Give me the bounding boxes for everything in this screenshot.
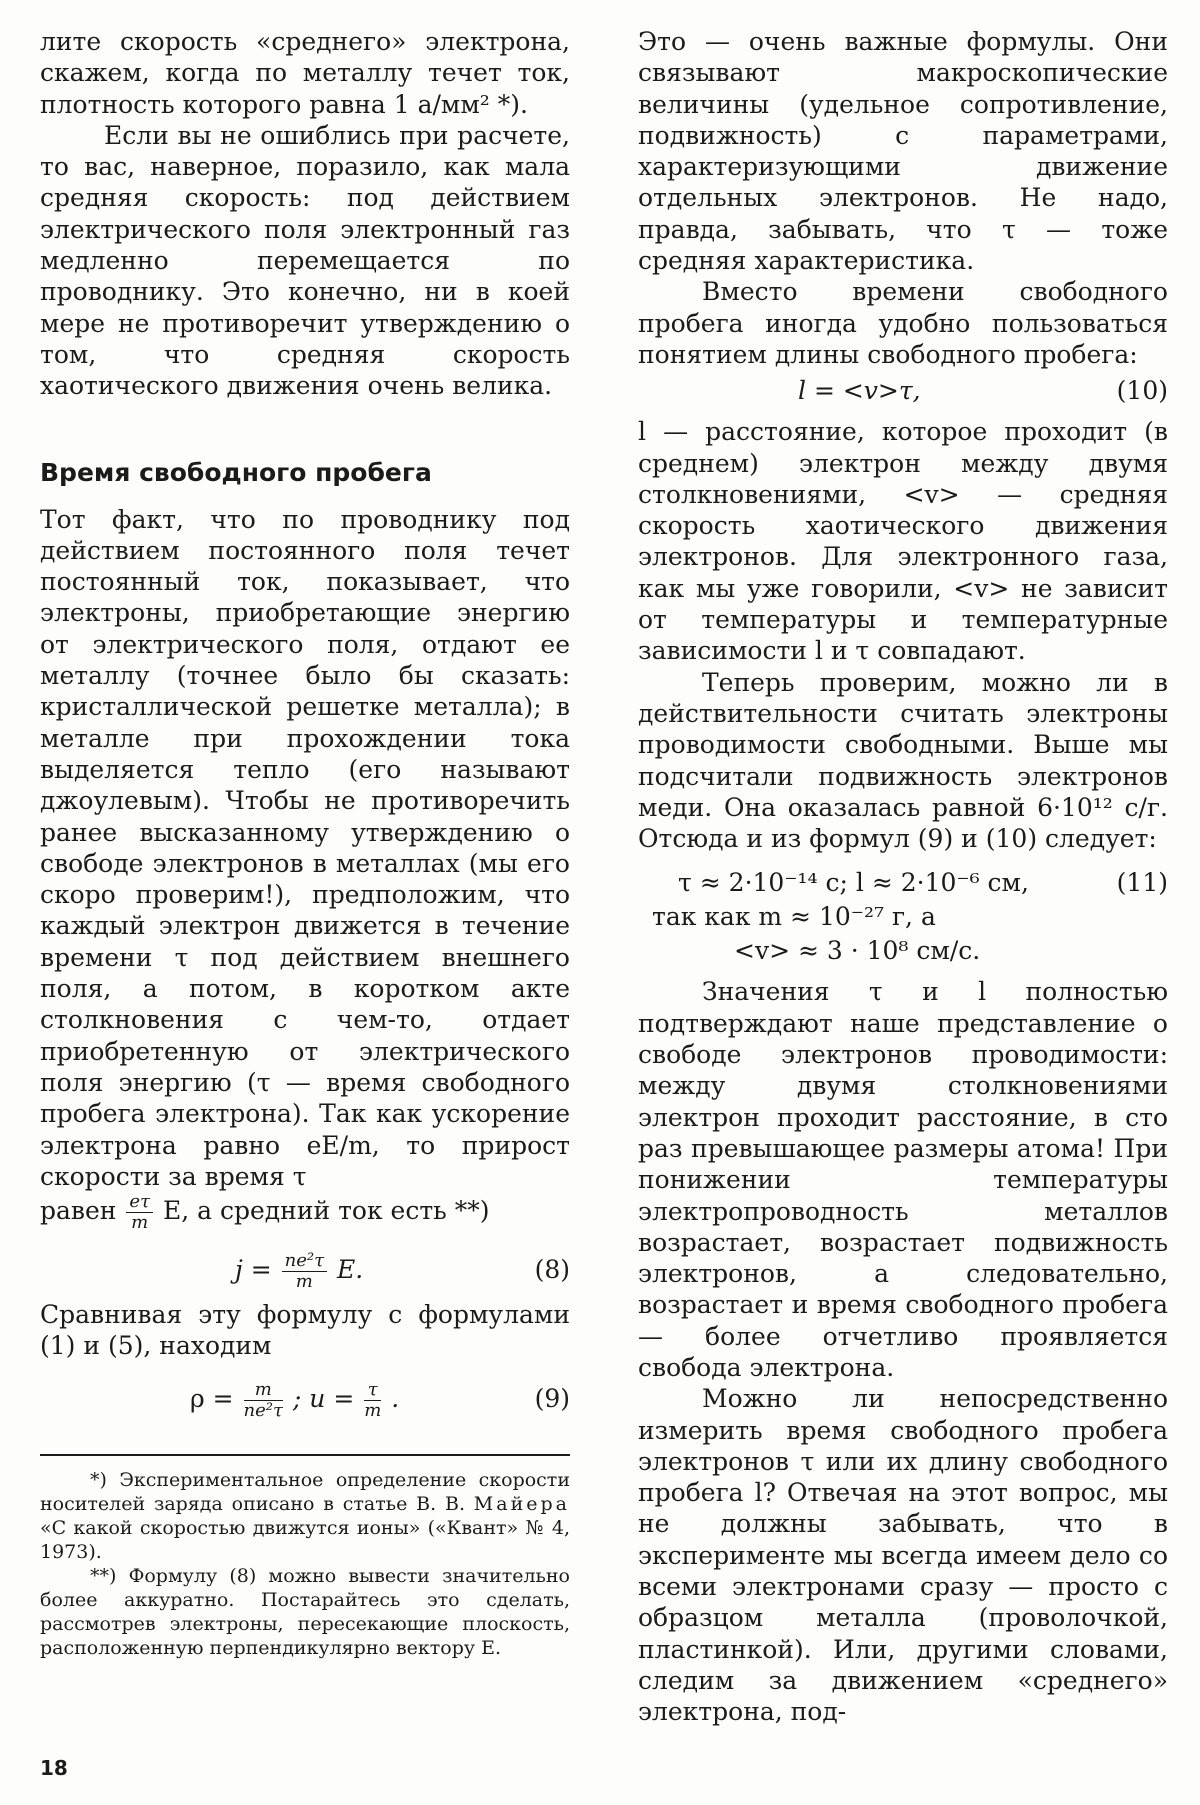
footnote: *) Экспериментальное определение скорости носителей заряда описано в статье В. В. Майера «С какой скоростью движутся ионы» («Квант» № 4, 1973). xyxy=(40,1468,570,1563)
paragraph: Это — очень важные формулы. Они связывают макроскопические величины (удельное сопротивление, подвижность) с параметрами, характеризующими движение отдельных электронов. Не надо, правда, забывать, что τ — тоже средняя характеристика. xyxy=(638,27,1168,276)
section-heading: Время свободного пробега xyxy=(40,457,432,487)
left-column xyxy=(40,26,570,1660)
paragraph: Сравнивая эту формулу с формулами (1) и (5), находим xyxy=(40,1300,570,1361)
paragraph-line-with-fraction: равен $\frac{e\tau}{m}$ E, а средний ток есть **) xyxy=(40,1191,490,1234)
equation-label: (9) xyxy=(534,1383,570,1413)
equation-label: (8) xyxy=(534,1255,570,1285)
paragraph: Значения τ и l полностью подтверждают наше представление о свободе электронов проводимости: между двумя столкновениями электрон проходит расстояние, в сто раз превышающее размеры атома! При понижении температуры электропроводность металлов возрастает, возрастает подвижность электронов, а следовательно, возрастает и время свободного пробега — более отчетливо проявляется свобода электрона. xyxy=(638,977,1168,1382)
equation-11: τ ≈ 2·10⁻¹⁴ с; l ≈ 2·10⁻⁶ см, (11) так как m ≈ 10⁻²⁷ г, а <v> ≈ 3 · 10⁸ см/с. xyxy=(652,868,1168,966)
equation-10: l = <v>τ, (10) xyxy=(798,376,1168,406)
page-number: 18 xyxy=(40,1756,68,1780)
fraction: $\frac{\text{ne²τ}}{m}$ xyxy=(282,1251,327,1292)
footnote: **) Формулу (8) можно вывести значительно более аккуратно. Постарайтесь это сделать, рассмотрев электроны, пересекающие плоскость, расположенную перпендикулярно вектору E. xyxy=(40,1564,570,1659)
fraction: $\frac{m}{\text{ne²τ}}$ xyxy=(243,1378,283,1421)
equation-label: (11) xyxy=(1116,868,1168,898)
paragraph: Вместо времени свободного пробега иногда удобно пользоваться понятием длины свободного пробега: xyxy=(638,277,1168,369)
fraction: $\frac{e\tau}{m}$ xyxy=(126,1192,153,1233)
paragraph: Можно ли непосредственно измерить время свободного пробега электронов τ или их длину свободного пробега l? Отвечая на этот вопрос, мы не должны забывать, что в эксперименте мы всегда имеем дело со всеми электронами сразу — просто с образцом металла (проволочкой, пластинкой). Или, другими словами, следим за движением «среднего» электрона, под- xyxy=(638,1384,1168,1727)
paragraph: Теперь проверим, можно ли в действительности считать электроны проводимости свободными. Выше мы подсчитали подвижность электронов меди. Она оказалась равной 6·10¹² с/г. Отсюда и из формул (9) и (10) следует: xyxy=(638,667,1168,854)
paragraph: Если вы не ошиблись при расчете, то вас, наверное, поразило, как мала средняя скорость: под действием электрического поля электронный газ медленно перемещается по проводнику. Это конечно, ни в коей мере не противоречит утверждению о том, что средняя скорость хаотического движения очень велика. xyxy=(40,120,570,401)
paragraph: l — расстояние, которое проходит (в среднем) электрон между двумя столкновениями, <v> — средняя скорость хаотического движения электронов. Для электронного газа, как мы уже говорили, <v> не зависит от температуры и температурные зависимости l и τ совпадают. xyxy=(638,417,1168,666)
footnote-divider xyxy=(40,1454,570,1456)
equation-8: j = $\frac{\text{ne²τ}}{m}$ E. (8) xyxy=(235,1250,570,1293)
paragraph: лите скорость «среднего» электрона, скажем, когда по металлу течет ток, плотность которого равна 1 а/мм² *). xyxy=(40,27,570,119)
equation-9: ρ = $\frac{m}{\text{ne²τ}}$ ; u = $\frac{\tau}{m}$ . (9) xyxy=(190,1378,570,1421)
paragraph: Тот факт, что по проводнику под действием постоянного поля течет постоянный ток, показывает, что электроны, приобретающие энергию от электрического поля, отдают ее металлу (точнее было бы сказать: кристаллической решетке металла); в металле при прохождении тока выделяется тепло (его называют джоулевым). Чтобы не противоречить ранее высказанному утверждению о свободе электронов в металлах (мы его скоро проверим!), предположим, что каждый электрон движется в течение времени τ под действием внешнего поля, а потом, в коротком акте столкновения с чем-то, отдает приобретенную от электрического поля энергию (τ — время свободного пробега электрона). Так как ускорение электрона равно eE/m, то прирост скорости за время τ xyxy=(40,504,570,1191)
right-column xyxy=(638,26,1168,1728)
fraction: $\frac{\tau}{m}$ xyxy=(364,1378,382,1421)
equation-label: (10) xyxy=(1116,376,1168,406)
